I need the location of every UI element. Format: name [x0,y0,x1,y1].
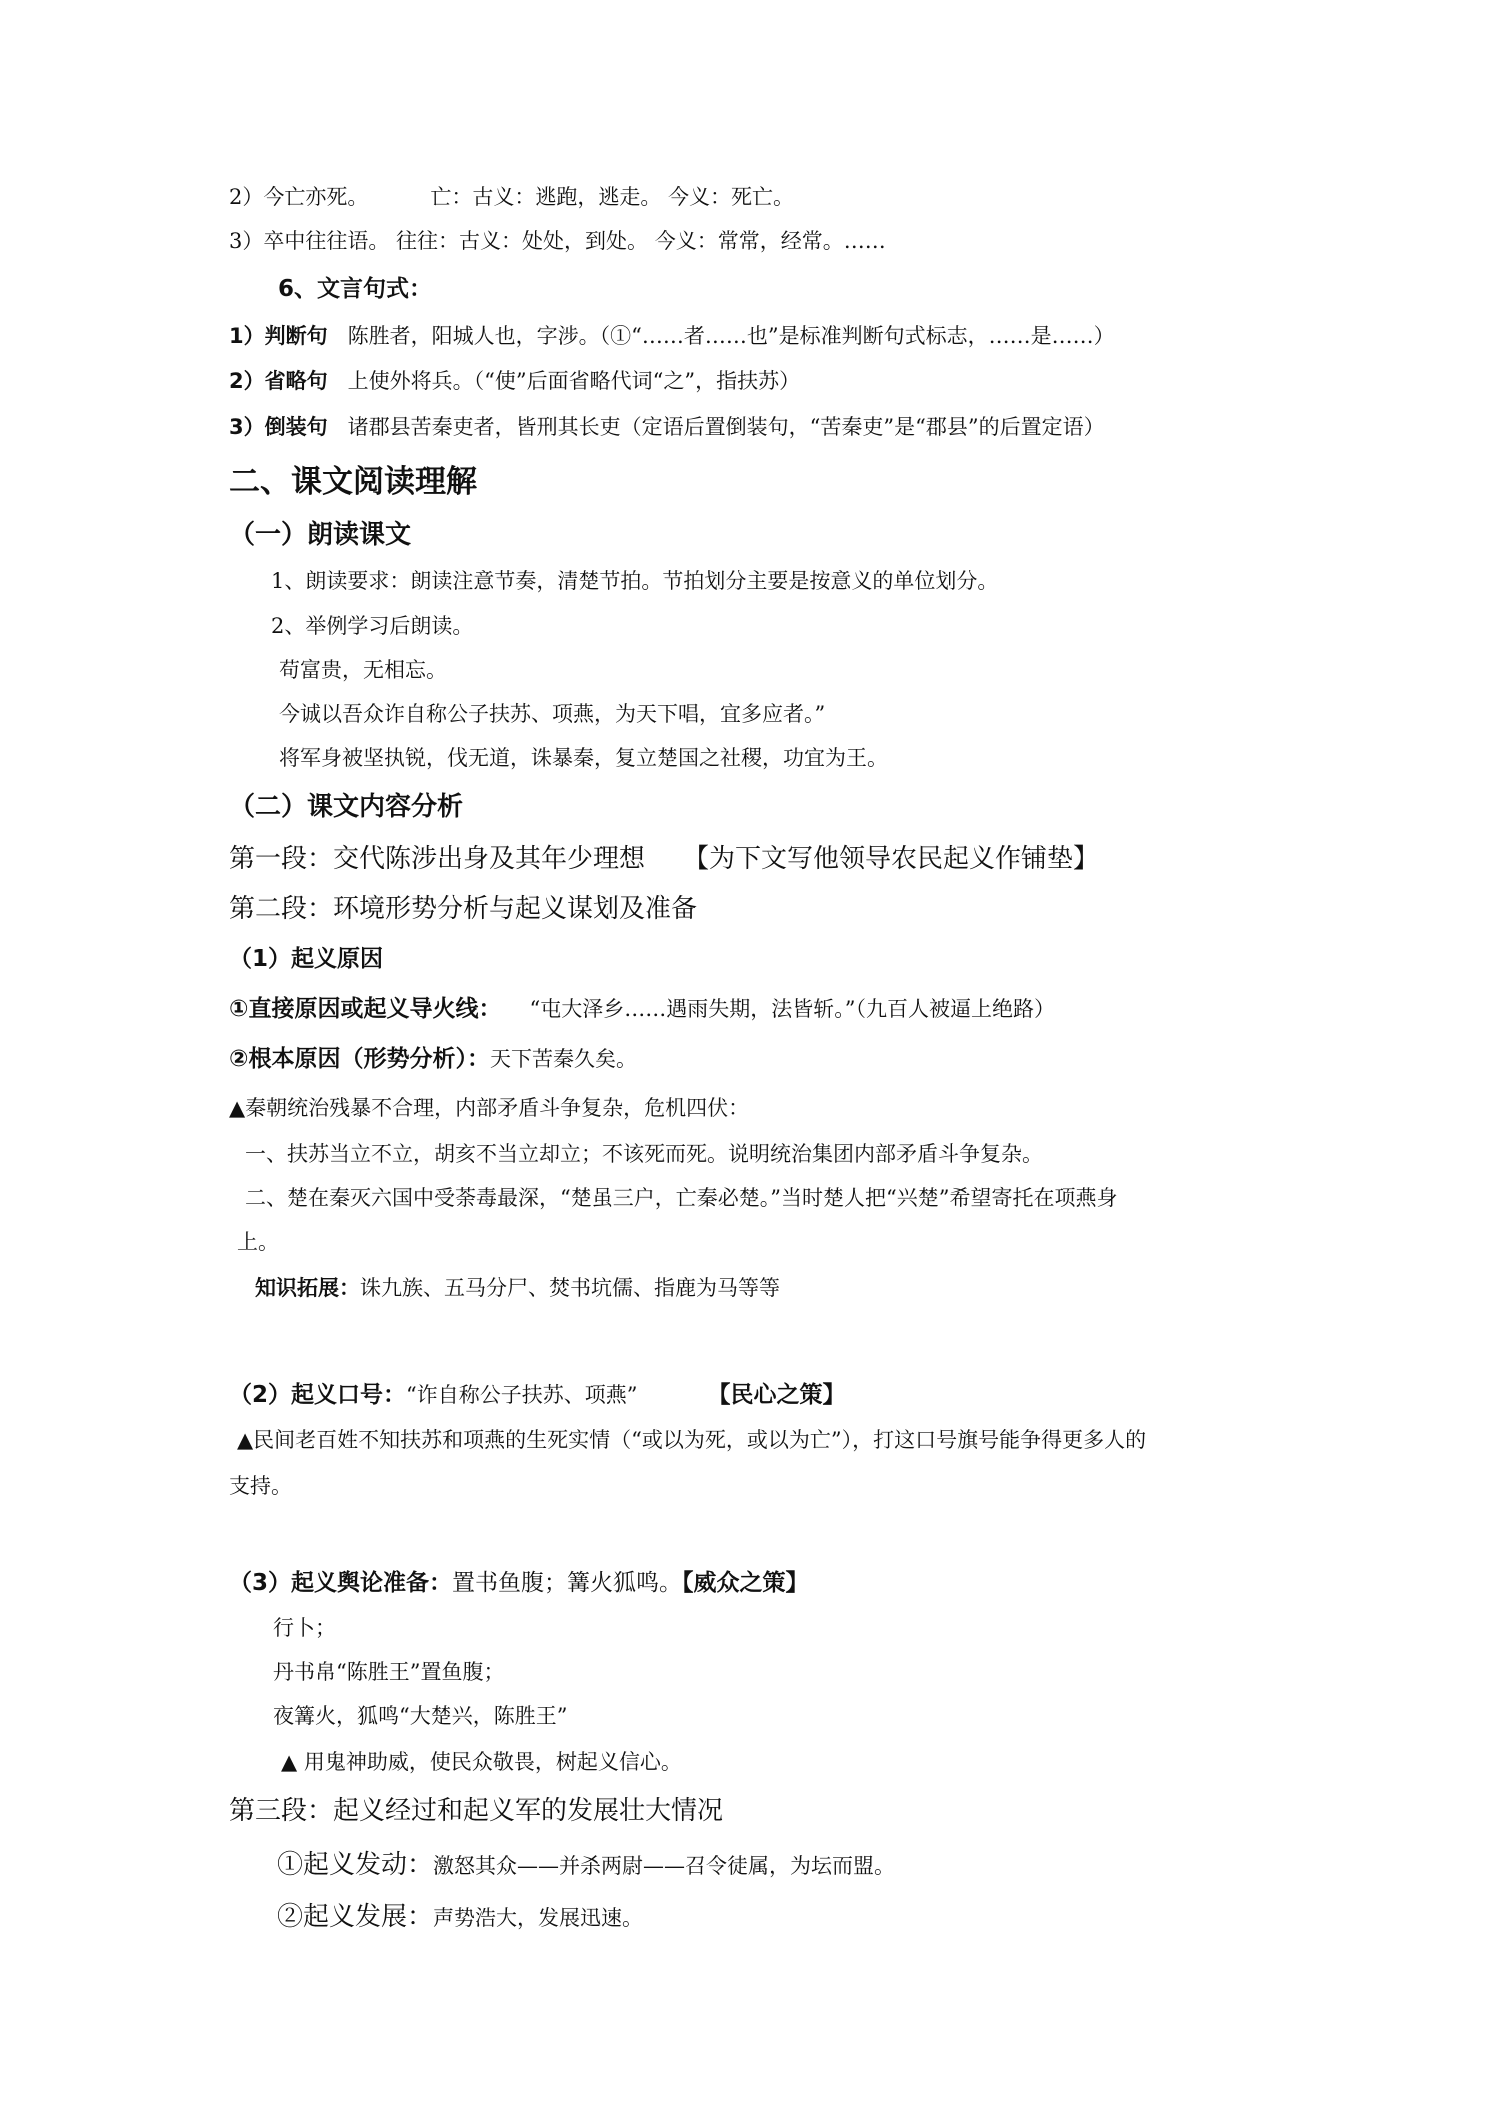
explanation: 亡：古义：逃跑，逃走。 今义：死亡。 [430,185,795,209]
pattern-label: 2）省略句 [229,369,328,393]
text-line [229,990,1055,1023]
text-line [255,1272,780,1302]
text-line: ▲民间老百姓不知扶苏和项燕的生死实情（“或以为死，或以为亡”），打这口号旗号能争得更多人的 [237,1428,1147,1452]
cause-label: ①直接原因或起义导火线： [229,996,502,1022]
text-line [229,181,794,211]
text-line [277,1896,643,1933]
text-line [277,1844,895,1881]
subsection-heading: （二）课文内容分析 [229,792,464,822]
section-heading: 6、文言句式： [278,276,433,302]
slogan-label: （2）起义口号： [229,1382,407,1408]
text-line [229,1564,809,1597]
summary-note: 【为下文写他领导农民起义作铺垫】 [683,844,1100,874]
pattern-label: 3）倒装句 [229,415,328,439]
text-line: 3）卒中往往语。 往往：古义：处处，到处。 今义：常常，经常。…… [229,229,886,253]
text-line: 1、朗读要求：朗读注意节奏，清楚节拍。节拍划分主要是按意义的单位划分。 [271,569,999,593]
text-line: 丹书帛“陈胜王”置鱼腹； [273,1660,505,1684]
strategy-tag: 【民心之策】 [707,1382,846,1408]
stage-label: ①起义发动： [277,1850,434,1880]
paragraph-summary [229,838,1099,875]
text-line: ▲秦朝统治残暴不合理，内部矛盾斗争复杂，危机四伏： [229,1096,750,1120]
text-line: 行卜； [273,1616,336,1640]
stage-text: 激怒其众——并杀两尉——召令徒属，为坛而盟。 [433,1854,896,1878]
chapter-heading: 二、课文阅读理解 [229,464,477,500]
text-line: 二、楚在秦灭六国中受荼毒最深，“楚虽三户，亡秦必楚。”当时楚人把“兴楚”希望寄托在项燕身 [245,1186,1118,1210]
text-line: 夜篝火，狐鸣“大楚兴，陈胜王” [273,1704,568,1728]
text-line: ▲ 用鬼神助威，使民众敬畏，树起义信心。 [281,1750,682,1774]
pattern-label: 1）判断句 [229,324,328,348]
extension-text: 诛九族、五马分尸、焚书坑儒、指鹿为马等等 [360,1276,780,1300]
cause-label: ②根本原因（形势分析）： [229,1046,490,1072]
text-line: 今诚以吾众诈自称公子扶苏、项燕，为天下唱，宜多应者。” [279,702,826,726]
cause-text: “屯大泽乡……遇雨失期，法皆斩。”（九百人被逼上绝路） [529,997,1055,1021]
example-sentence: 2）今亡亦死。 [229,185,369,209]
paragraph-summary: 第三段：起义经过和起义军的发展壮大情况 [229,1796,724,1826]
text-line [229,1376,846,1409]
sentence-pattern-row [229,411,1105,441]
stage-label: ②起义发展： [277,1902,434,1932]
sentence-pattern-row [229,320,1115,350]
paragraph-summary: 第二段：环境形势分析与起义谋划及准备 [229,894,698,924]
text-line: 将军身被坚执锐，伐无道，诛暴秦，复立楚国之社稷，功宜为王。 [279,746,888,770]
preparation-label: （3）起义舆论准备： [229,1570,453,1596]
text-line: 2、举例学习后朗读。 [271,614,474,638]
subsection-heading: （一）朗读课文 [229,520,412,550]
preparation-text: 置书鱼腹；篝火狐鸣。 [452,1570,683,1596]
pattern-example: 陈胜者，阳城人也，字涉。（①“……者……也”是标准判断句式标志，……是……） [347,324,1115,348]
text-line: 一、扶苏当立不立，胡亥不当立却立；不该死而死。说明统治集团内部矛盾斗争复杂。 [245,1142,1043,1166]
cause-text: 天下苦秦久矣。 [489,1047,637,1071]
text-line: 支持。 [229,1474,292,1498]
text-line: 上。 [237,1230,279,1254]
text-line: 苟富贵，无相忘。 [279,658,447,682]
sentence-pattern-row [229,365,800,395]
extension-label: 知识拓展： [255,1276,360,1300]
pattern-example: 上使外将兵。（“使”后面省略代词“之”，指扶苏） [347,369,801,393]
slogan-text: “诈自称公子扶苏、项燕” [406,1383,638,1407]
strategy-tag: 【威众之策】 [682,1570,809,1596]
stage-text: 声势浩大，发展迅速。 [433,1906,644,1930]
subsection-heading: （1）起义原因 [229,946,384,972]
pattern-example: 诸郡县苦秦吏者，皆刑其长吏（定语后置倒装句，“苦秦吏”是“郡县”的后置定语） [347,415,1105,439]
summary-text: 第一段：交代陈涉出身及其年少理想 [229,844,646,874]
text-line [229,1040,637,1073]
